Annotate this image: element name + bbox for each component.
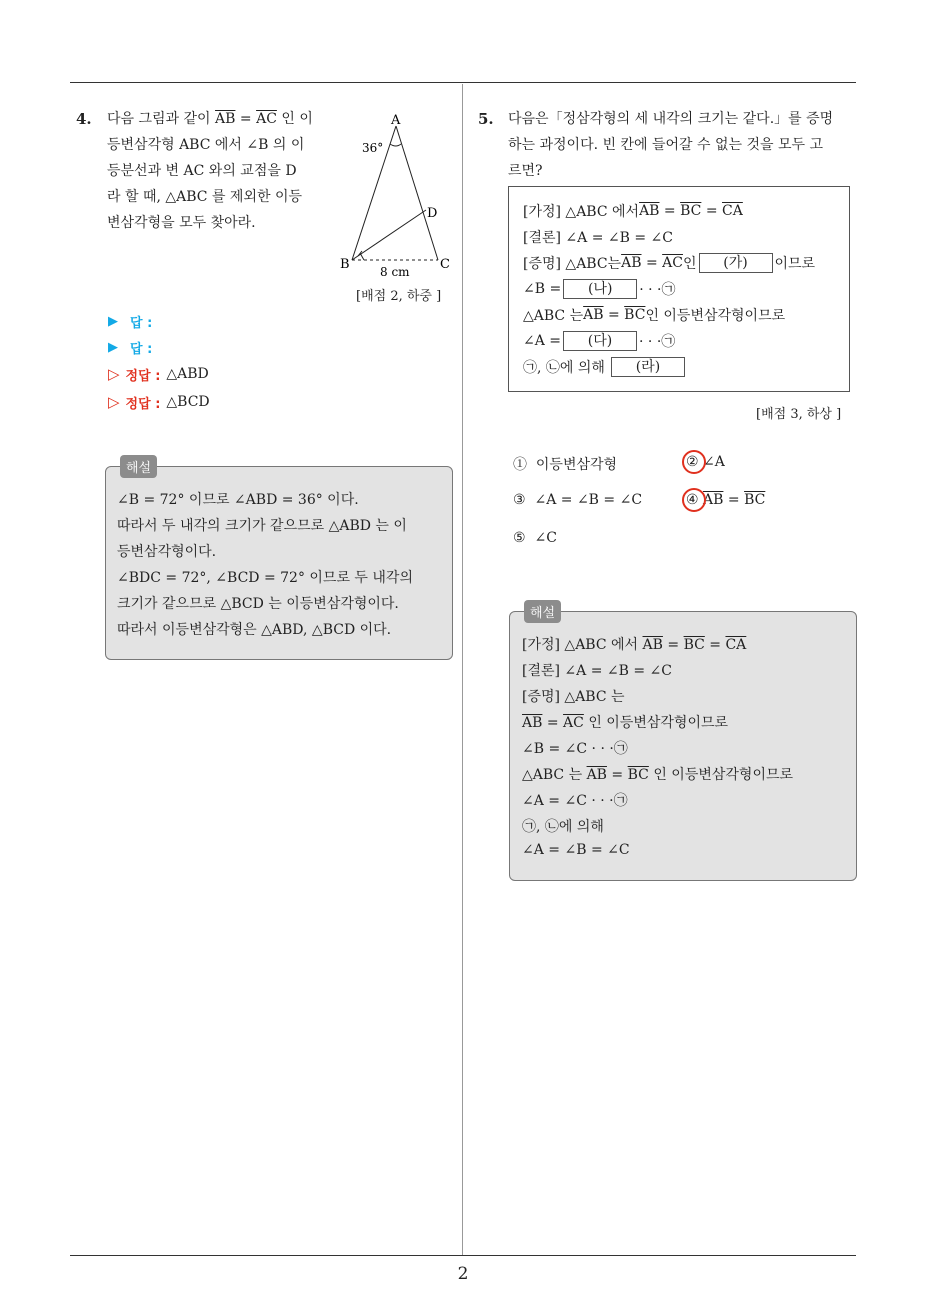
red-circle-mark [682,488,706,512]
proof-assumption: [가정] △ABC 에서 $\overline{AB}$ = $\overline{BC}$ = $\overline{CA}$ [523,203,743,220]
proof-line-5: △ABC 는 $\overline{AB}$ = $\overline{BC}$ 인 이등변삼각형이므로 [523,307,786,324]
page-number: 2 [457,1264,469,1284]
q4-solution-line-4: ∠BDC = 72°, ∠BCD = 72° 이므로 두 내각의 [117,570,413,586]
label-b: B [340,257,350,272]
angle-arc-a [390,144,401,146]
question-5-text [508,106,858,184]
q4-solution-line-3: 등변삼각형이다. [117,544,217,560]
label-a: A [391,113,401,128]
red-circle-mark [682,450,706,474]
label-c: C [440,257,450,272]
choice-2-marker: ② [686,454,699,470]
q4-solution-line-2: 따라서 두 내각의 크기가 같으므로 △ABD 는 이 [117,518,407,534]
choice-1[interactable]: ① 이등변삼각형 [513,457,618,473]
question-4-points: [배점 2, 하중 ] [356,289,442,304]
q4-solution-tag: 해설 [120,455,157,478]
correct-answer-row-2: ▷ 정답 : △BCD [108,393,210,412]
q4-line-3: 등분선과 변 AC 와의 교점을 D [107,163,297,179]
triangle-figure [338,110,458,280]
bisector-bd [352,210,426,260]
q5-solution-line-3: [증명] △ABC 는 [522,689,625,705]
q4-line-2: 등변삼각형 ABC 에서 ∠B 의 이 [107,137,305,153]
choice-4[interactable]: ④ $\overline{AB} = \overline{BC}$ [686,492,765,508]
q5-line-2: 하는 과정이다. 빈 칸에 들어갈 수 없는 것을 모두 고 [508,137,823,153]
label-d: D [427,206,438,221]
q5-solution-line-6: △ABC 는 $\overline{AB} = \overline{BC}$ 인 이등변삼각형이므로 [522,767,794,783]
play-icon: ▶ [108,313,118,329]
proof-line-7: ㉠, ㉡에 의해 (라) [523,357,687,377]
q5-solution-line-8: ㉠, ㉡에 의해 [522,819,604,835]
blank-ra: (라) [611,357,685,377]
q4-line-4: 라 할 때, △ABC 를 제외한 이등 [107,189,303,205]
choice-3[interactable]: ③ ∠A = ∠B = ∠C [513,492,643,508]
side-ac [396,126,438,260]
q4-line-1: 다음 그림과 같이 $\overline{AB} = \overline{AC}$ 인 이 [107,111,313,127]
q5-solution-line-9: ∠A = ∠B = ∠C [522,842,630,858]
bottom-rule [70,1255,856,1256]
proof-line-4: ∠B = (나) · · ·㉠ [523,281,676,298]
correct-answer-row-1: ▷ 정답 : △ABD [108,365,209,384]
q4-solution-line-5: 크기가 같으므로 △BCD 는 이등변삼각형이다. [117,596,399,612]
choice-4-marker: ④ [686,492,699,508]
question-4-text [107,106,332,236]
label-angle: 36° [362,141,384,155]
q4-solution-line-6: 따라서 이등변삼각형은 △ABD, △BCD 이다. [117,622,392,638]
outline-triangle-icon: ▷ [108,365,120,383]
blank-na: (나) [563,279,637,299]
q4-solution-line-1: ∠B = 72° 이므로 ∠ABD = 36° 이다. [117,492,359,508]
q5-solution-line-5: ∠B = ∠C · · ·㉠ [522,741,628,757]
choice-5[interactable]: ⑤ ∠C [513,530,557,546]
choice-2[interactable]: ② ∠A [686,454,725,470]
answer-row-1: ▶ 답 : [108,313,153,331]
proof-conclusion: [결론] ∠A = ∠B = ∠C [523,230,673,246]
q5-solution-line-2: [결론] ∠A = ∠B = ∠C [522,663,672,679]
proof-box [508,186,850,392]
outline-triangle-icon: ▷ [108,393,120,411]
proof-statement: [증명] △ABC는 $\overline{AB}$ = $\overline{AC}$ 인 (가) 이므로 [523,255,816,272]
column-divider [462,84,463,1256]
q4-line-5: 변삼각형을 모두 찾아라. [107,215,256,231]
q5-line-3: 르면? [508,163,543,179]
blank-ga: (가) [699,253,773,273]
q5-line-1: 다음은「정삼각형의 세 내각의 크기는 같다.」를 증명 [508,111,834,127]
top-rule [70,82,856,83]
question-4-number: 4. [76,110,92,128]
correct-answer-1: △ABD [166,366,209,382]
question-5-points: [배점 3, 하상 ] [756,407,842,422]
q5-solution-tag: 해설 [524,600,561,623]
answer-row-2: ▶ 답 : [108,339,153,357]
proof-line-6: ∠A = (다) · · ·㉠ [523,333,676,350]
play-icon: ▶ [108,339,118,355]
correct-answer-2: △BCD [166,394,210,410]
question-5-number: 5. [478,110,494,128]
q5-solution-line-4: $\overline{AB} = \overline{AC}$ 인 이등변삼각형이므로 [522,715,729,731]
blank-da: (다) [563,331,637,351]
q5-solution-line-1: [가정] △ABC 에서 $\overline{AB} = \overline{BC} = \overline{CA}$ [522,637,747,653]
q5-solution-line-7: ∠A = ∠C · · ·㉠ [522,793,628,809]
label-base: 8 cm [380,265,410,279]
